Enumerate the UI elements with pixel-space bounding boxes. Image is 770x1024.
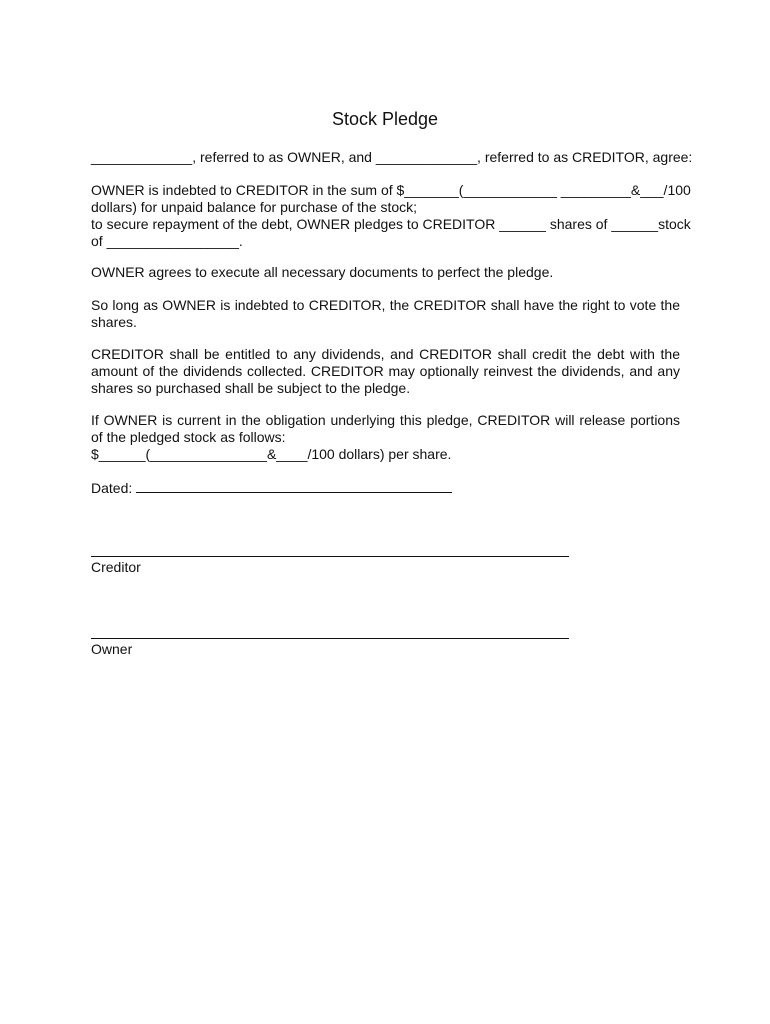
- owner-signature-line: [91, 638, 569, 639]
- debt-line-1: OWNER is indebted to CREDITOR in the sum of $_______(____________ _________&___/100: [91, 182, 691, 198]
- debt-line-4: of _________________.: [91, 233, 243, 249]
- creditor-signature-line: [91, 556, 569, 557]
- release-text: If OWNER is current in the obligation underlying this pledge, CREDITOR will release portions of the pledged stock as follows:: [91, 412, 680, 445]
- document-title: Stock Pledge: [331, 109, 439, 129]
- intro-clause: [91, 149, 693, 166]
- debt-line-3-end: stock: [658, 216, 691, 232]
- debt-clause: [91, 182, 691, 250]
- debt-line-3: [91, 216, 691, 233]
- dated-label: Dated:: [91, 480, 133, 496]
- documents-clause: OWNER agrees to execute all necessary documents to perfect the pledge.: [91, 264, 554, 280]
- creditor-label: Creditor: [91, 559, 141, 575]
- vote-clause: So long as OWNER is indebted to CREDITOR, the CREDITOR shall have the right to vote the shares.: [91, 297, 680, 330]
- dated-row: [91, 478, 680, 497]
- release-clause: [91, 412, 680, 463]
- dated-signature-line: [136, 478, 452, 493]
- debt-line-3-text: to secure repayment of the debt, OWNER pledges to CREDITOR ______ shares of ______: [91, 216, 659, 232]
- owner-label: Owner: [91, 641, 133, 657]
- debt-line-2: dollars) for unpaid balance for purchase of the stock;: [91, 199, 418, 215]
- intro-line: _____________, referred to as OWNER, and _____________, referred to as CREDITOR, agree:: [91, 149, 693, 165]
- dividends-clause: CREDITOR shall be entitled to any dividends, and CREDITOR shall credit the debt with the amount of the dividends collected. CREDITOR may optionally reinvest the dividends, and any shares so purchased shall be subject to the pledge.: [91, 346, 680, 396]
- release-amount-line: $______(_______________&____/100 dollars) per share.: [91, 446, 452, 462]
